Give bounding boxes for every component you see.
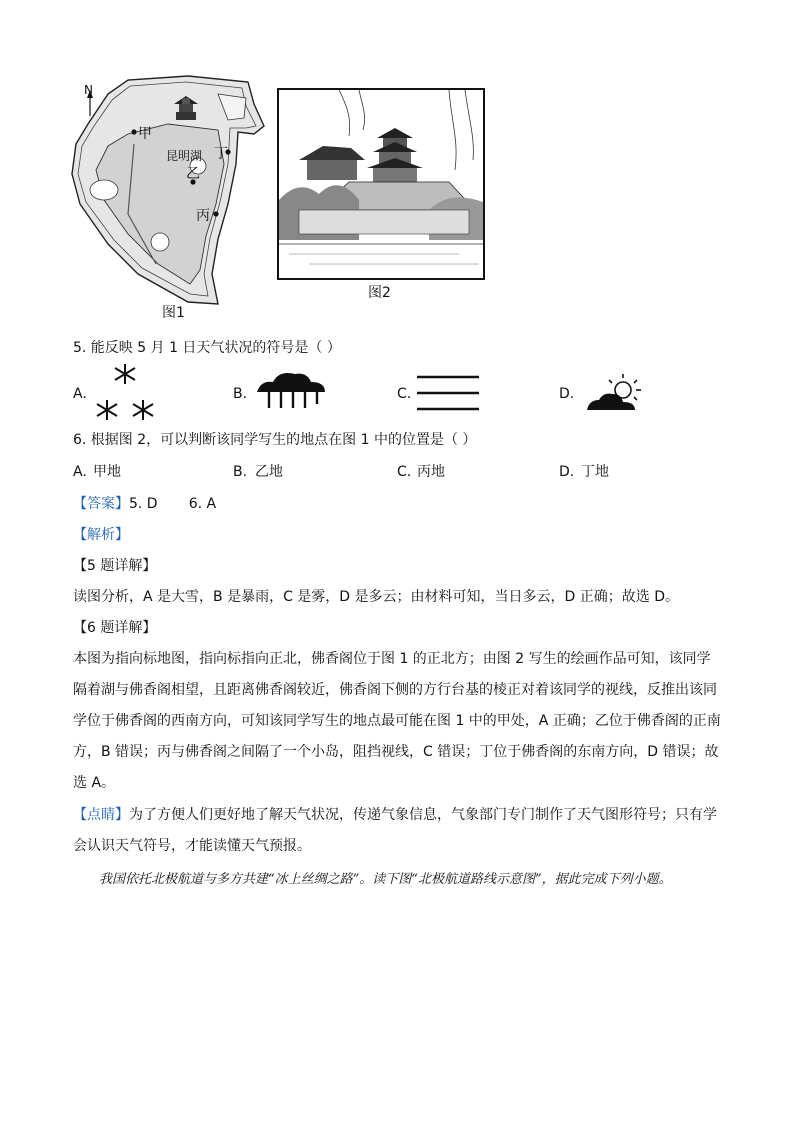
tip-label: 【点睛】 <box>73 807 129 823</box>
detail-5-label: 【5 题详解】 <box>73 558 157 574</box>
option-d-letter: D. <box>559 464 575 480</box>
answer-value: 5. D 6. A <box>129 496 217 512</box>
option-d-text: 丁地 <box>581 464 609 480</box>
option-d-letter: D. <box>559 386 575 402</box>
option-c-letter: C. <box>397 464 412 480</box>
lake-map-drawing <box>68 74 274 314</box>
option-b-letter: B. <box>233 386 248 402</box>
figure1-caption: 图1 <box>162 305 185 321</box>
partly-cloudy-icon <box>585 372 645 414</box>
next-passage: 我国依托北极航道与多方共建“冰上丝绸之路”。读下图“北极航道路线示意图”，据此完成下列小题。 <box>99 872 672 887</box>
option-b-letter: B. <box>233 464 248 480</box>
heavy-snow-icon <box>93 362 157 424</box>
detail-6-label: 【6 题详解】 <box>73 620 157 636</box>
option-a-letter: A. <box>73 386 87 402</box>
q6-options <box>73 462 723 484</box>
point-label-yi: 乙 <box>186 166 200 182</box>
detail-6-text: 本图为指向标地图，指向标指向正北，佛香阁位于图 1 的正北方；由图 2 写生的绘画作品可知，该同学隔着湖与佛香阁相望，且距离佛香阁较近，佛香阁下侧的方行台基的棱正对着该同学的视线，反推出该同学位于佛香阁的西南方向，可知该同学写生的地点最可能在图 1 中的甲处，A 正确；乙位于佛香阁的正南方，B 错误；丙与佛香阁之间隔了一个小岛，阻挡视线，C 错误；丁位于佛香阁的东南方向，D 错误；故选 A。 <box>73 651 721 791</box>
sketch-drawing <box>279 90 483 278</box>
fog-icon <box>415 374 481 412</box>
rainstorm-icon <box>255 370 327 414</box>
figure1-map <box>68 74 274 314</box>
point-label-bing: 丙 <box>196 208 210 224</box>
tip-paragraph <box>73 800 721 862</box>
north-label: N <box>84 83 93 97</box>
option-b-text: 乙地 <box>255 464 283 480</box>
figure2-caption: 图2 <box>368 285 391 301</box>
point-label-ding: 丁 <box>214 146 228 162</box>
answer-line <box>73 494 216 514</box>
option-a-text: 甲地 <box>93 464 121 480</box>
analysis-label: 【解析】 <box>73 527 129 543</box>
question-6: 6. 根据图 2，可以判断该同学写生的地点在图 1 中的位置是（ ） <box>73 432 477 448</box>
point-label-jia: 甲 <box>138 126 152 142</box>
option-c-letter: C. <box>397 386 412 402</box>
tip-text: 为了方便人们更好地了解天气状况，传递气象信息，气象部门专门制作了天气图形符号；只有学会认识天气符号，才能读懂天气预报。 <box>73 807 717 854</box>
option-a-letter: A. <box>73 464 87 480</box>
detail-5-text: 读图分析，A 是大雪，B 是暴雨，C 是雾，D 是多云；由材料可知，当日多云，D 正确；故选 D。 <box>73 589 679 605</box>
question-5: 5. 能反映 5 月 1 日天气状况的符号是（ ） <box>73 340 341 356</box>
q5-options <box>73 362 723 426</box>
option-c-text: 丙地 <box>417 464 445 480</box>
figure2-sketch <box>277 88 485 280</box>
lake-label: 昆明湖 <box>166 149 203 163</box>
answer-label: 【答案】 <box>73 496 129 512</box>
